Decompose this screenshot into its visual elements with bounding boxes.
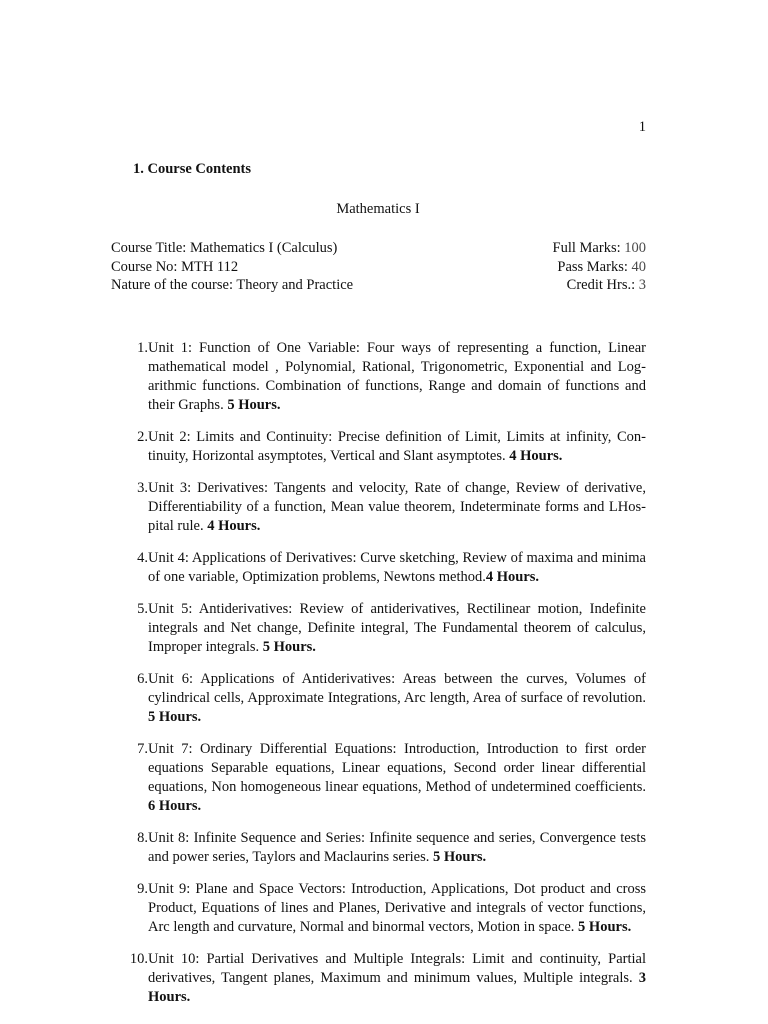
credit-hours-value: 3	[638, 277, 646, 293]
full-marks	[553, 239, 646, 258]
section-heading: 1. Course Contents	[133, 161, 252, 177]
credit-hours-label: Credit Hrs.:	[566, 277, 639, 293]
list-item	[111, 549, 646, 587]
course-info	[111, 239, 646, 295]
unit-hours: 4 Hours.	[207, 518, 261, 534]
unit-number: 3.	[137, 480, 148, 496]
unit-number: 2.	[137, 429, 148, 445]
list-item	[111, 670, 646, 727]
unit-hours: 5 Hours.	[262, 639, 316, 655]
unit-number: 5.	[137, 601, 148, 617]
list-item	[111, 428, 646, 466]
course-info-row	[111, 276, 646, 295]
unit-text: Unit 6: Applications of Antiderivatives: Areas between the curves, Volumes of cylindrical cells, Approximate Integrations, Arc length, Area of surface of revolution.	[148, 671, 646, 706]
list-item	[111, 950, 646, 1007]
unit-hours: 4 Hours.	[485, 569, 540, 585]
unit-description	[148, 950, 646, 1007]
unit-list	[111, 339, 646, 1007]
unit-text: Unit 3: Derivatives: Tangents and velocity, Rate of change, Review of derivative, Differentiability of a function, Mean value theorem, Indeterminate forms and LHospital rule.	[148, 480, 646, 534]
pass-marks	[557, 258, 646, 277]
unit-hours: 5 Hours.	[433, 849, 487, 865]
list-item	[111, 479, 646, 536]
full-marks-label: Full Marks:	[552, 240, 625, 256]
course-title: Course Title: Mathematics I (Calculus)	[111, 240, 338, 256]
unit-hours: 6 Hours.	[148, 798, 202, 814]
unit-number: 1.	[137, 340, 148, 356]
unit-description	[148, 479, 646, 536]
list-item	[111, 600, 646, 657]
unit-description	[148, 880, 646, 937]
unit-hours: 5 Hours.	[578, 919, 632, 935]
unit-text: Unit 1: Function of One Variable: Four ways of representing a function, Linear mathematical model , Polynomial, Rational, Trigonometric, Exponential and Logarithmic functions. Combination of functions, Range and domain of functions and their Graphs.	[148, 340, 646, 413]
unit-description	[148, 339, 646, 415]
credit-hours	[567, 276, 646, 295]
list-item	[111, 740, 646, 816]
page-number: 1	[638, 119, 646, 135]
pass-marks-label: Pass Marks:	[557, 258, 632, 275]
unit-description	[148, 549, 646, 587]
unit-description	[148, 740, 646, 816]
unit-text: Unit 10: Partial Derivatives and Multiple Integrals: Limit and continuity, Partial derivatives, Tangent planes, Maximum and minimum values, Multiple integrals.	[148, 951, 646, 986]
unit-number: 4.	[137, 550, 148, 566]
list-item	[111, 339, 646, 415]
unit-hours: 4 Hours.	[509, 448, 563, 464]
course-number: Course No: MTH 112	[111, 258, 239, 275]
unit-description	[148, 829, 646, 867]
unit-number: 7.	[137, 741, 148, 757]
course-info-row	[111, 239, 646, 258]
unit-hours: 3 Hours.	[148, 970, 646, 1005]
unit-description	[148, 600, 646, 657]
unit-hours: 5 Hours.	[148, 709, 202, 725]
unit-text: Unit 7: Ordinary Differential Equations: Introduction, Introduction to first order equations Separable equations, Linear equations, Second order linear differential equations, Non homogeneous linear equations, Method of undetermined coefficients.	[148, 741, 646, 795]
unit-description	[148, 670, 646, 727]
list-item	[111, 829, 646, 867]
unit-text: Unit 5: Antiderivatives: Review of antiderivatives, Rectilinear motion, Indefinite integrals and Net change, Definite integral, The Fundamental theorem of calculus, Improper integrals.	[148, 601, 646, 655]
unit-number: 10.	[129, 951, 148, 967]
unit-number: 6.	[137, 671, 148, 687]
course-info-row	[111, 258, 646, 277]
unit-text: Unit 8: Infinite Sequence and Series: Infinite sequence and series, Convergence tests and power series, Taylors and Maclaurins series.	[148, 830, 646, 865]
unit-text: Unit 9: Plane and Space Vectors: Introduction, Applications, Dot product and cross Product, Equations of lines and Planes, Derivative and integrals of vector functions, Arc length and curvature, Normal and binormal vectors, Motion in space.	[148, 881, 646, 935]
unit-text: Unit 2: Limits and Continuity: Precise definition of Limit, Limits at infinity, Continuity, Horizontal asymptotes, Vertical and Slant asymptotes.	[148, 429, 646, 464]
unit-hours: 5 Hours.	[227, 397, 281, 413]
unit-number: 9.	[137, 881, 148, 897]
list-item	[111, 880, 646, 937]
unit-text: Unit 4: Applications of Derivatives: Curve sketching, Review of maxima and minima of one variable, Optimization problems, Newtons method.	[148, 550, 646, 585]
course-nature: Nature of the course: Theory and Practice	[111, 277, 354, 293]
pass-marks-value: 40	[631, 258, 646, 275]
unit-description	[148, 428, 646, 466]
document-title: Mathematics I	[336, 201, 420, 217]
unit-number: 8.	[137, 830, 148, 846]
full-marks-value: 100	[624, 240, 646, 256]
